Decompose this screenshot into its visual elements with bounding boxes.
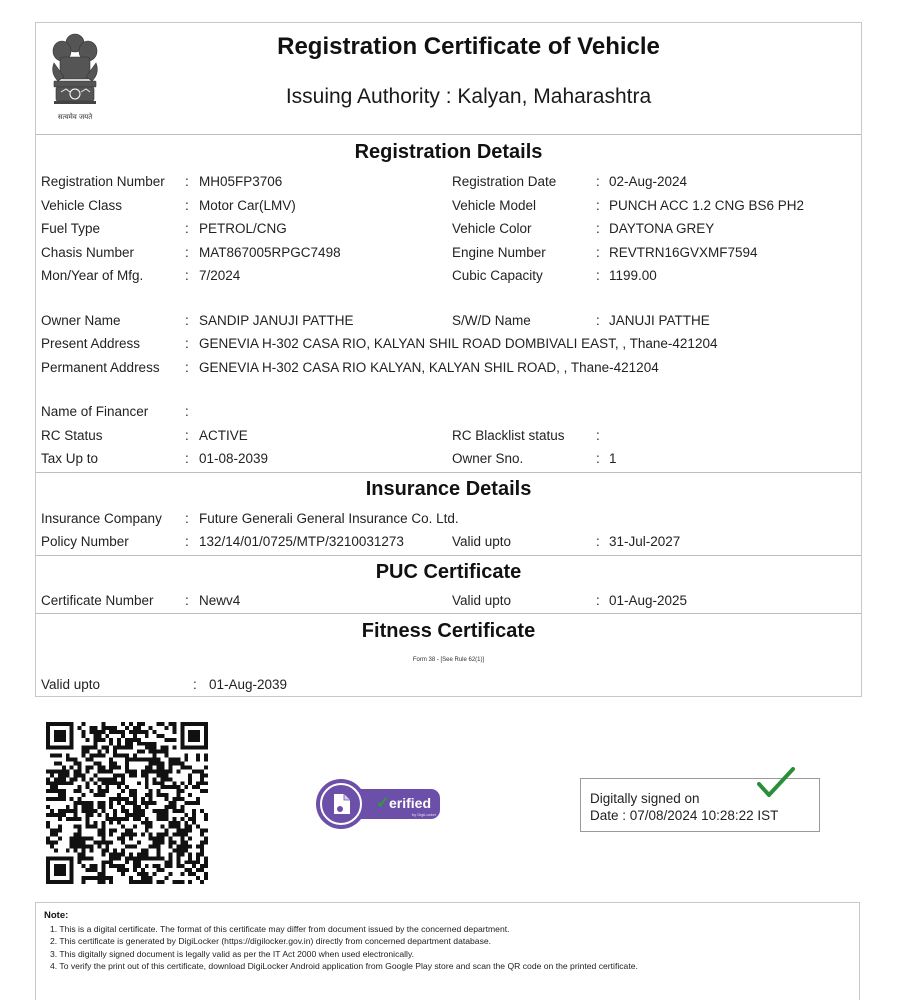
- signature-date: Date : 07/08/2024 10:28:22 IST: [590, 808, 779, 823]
- certificate: [35, 22, 862, 697]
- divider: [36, 472, 861, 473]
- insurance-details-title: Insurance Details: [365, 478, 532, 500]
- colon: :: [596, 198, 600, 213]
- divider: [36, 613, 861, 614]
- colon: :: [193, 677, 197, 692]
- value-registration-number: MH05FP3706: [199, 174, 283, 189]
- value-puc-valid: 01-Aug-2025: [609, 593, 688, 608]
- label-owner-sno: Owner Sno.: [452, 451, 524, 466]
- label-engine-number: Engine Number: [452, 245, 546, 260]
- value-owner-sno: 1: [609, 451, 617, 466]
- label-owner-name: Owner Name: [41, 313, 121, 328]
- value-fitness-valid: 01-Aug-2039: [209, 677, 288, 692]
- label-fitness-valid: Valid upto: [41, 677, 101, 692]
- verified-text: erified: [389, 795, 432, 811]
- label-policy-number: Policy Number: [41, 534, 129, 549]
- colon: :: [185, 174, 189, 189]
- registration-details-title: Registration Details: [354, 141, 543, 163]
- digilocker-verified-badge: [314, 777, 446, 831]
- value-permanent-address: GENEVIA H-302 CASA RIO KALYAN, KALYAN SHIL ROAD, , Thane-421204: [199, 360, 659, 375]
- label-swd-name: S/W/D Name: [452, 313, 531, 328]
- label-present-address: Present Address: [41, 336, 141, 351]
- label-vehicle-color: Vehicle Color: [452, 221, 532, 236]
- note-item: 4. To verify the print out of this certificate, download DigiLocker Android application from Google Play store and scan the QR code on the printed certificate.: [50, 961, 638, 972]
- colon: :: [185, 360, 189, 375]
- label-insurance-valid: Valid upto: [452, 534, 512, 549]
- colon: :: [185, 428, 189, 443]
- value-chasis-number: MAT867005RPGC7498: [199, 245, 341, 260]
- colon: :: [185, 336, 189, 351]
- label-registration-number: Registration Number: [41, 174, 165, 189]
- label-financer: Name of Financer: [41, 404, 149, 419]
- label-mfg-year: Mon/Year of Mfg.: [41, 268, 144, 283]
- note-list: [50, 923, 638, 973]
- value-vehicle-color: DAYTONA GREY: [609, 221, 715, 236]
- certificate-title: Registration Certificate of Vehicle: [277, 33, 660, 60]
- colon: :: [596, 593, 600, 608]
- value-puc-cert-number: Newv4: [199, 593, 241, 608]
- colon: :: [596, 313, 600, 328]
- label-fuel-type: Fuel Type: [41, 221, 101, 236]
- label-puc-cert-number: Certificate Number: [41, 593, 154, 608]
- colon: :: [185, 511, 189, 526]
- certificate-header: [36, 23, 861, 135]
- fitness-certificate-title: Fitness Certificate: [361, 620, 536, 642]
- colon: :: [185, 221, 189, 236]
- colon: :: [596, 268, 600, 283]
- label-rc-blacklist: RC Blacklist status: [452, 428, 565, 443]
- signature-line-1: Digitally signed on: [590, 791, 700, 806]
- value-registration-date: 02-Aug-2024: [609, 174, 688, 189]
- label-vehicle-model: Vehicle Model: [452, 198, 537, 213]
- value-swd-name: JANUJI PATTHE: [609, 313, 710, 328]
- value-insurance-valid: 31-Jul-2027: [609, 534, 681, 549]
- colon: :: [185, 534, 189, 549]
- colon: :: [185, 245, 189, 260]
- form-note: Form 38 - [See Rule 62(1)]: [412, 657, 485, 663]
- colon: :: [596, 451, 600, 466]
- colon: :: [596, 174, 600, 189]
- colon: :: [185, 451, 189, 466]
- label-insurance-company: Insurance Company: [41, 511, 162, 526]
- label-cubic-capacity: Cubic Capacity: [452, 268, 543, 283]
- value-mfg-year: 7/2024: [199, 268, 241, 283]
- label-puc-valid: Valid upto: [452, 593, 512, 608]
- note-box: [35, 902, 860, 1000]
- verified-check-icon: ✓: [376, 795, 390, 812]
- colon: :: [596, 428, 600, 443]
- label-vehicle-class: Vehicle Class: [41, 198, 123, 213]
- emblem-motto: सत्यमेव जयते: [57, 113, 93, 121]
- issuing-authority: Issuing Authority : Kalyan, Maharashtra: [285, 85, 652, 108]
- value-present-address: GENEVIA H-302 CASA RIO, KALYAN SHIL ROAD DOMBIVALI EAST, , Thane-421204: [199, 336, 718, 351]
- label-registration-date: Registration Date: [452, 174, 557, 189]
- puc-certificate-title: PUC Certificate: [375, 561, 522, 583]
- divider: [36, 555, 861, 556]
- colon: :: [185, 198, 189, 213]
- colon: :: [185, 313, 189, 328]
- value-tax-upto: 01-08-2039: [199, 451, 269, 466]
- label-tax-upto: Tax Up to: [41, 451, 99, 466]
- value-cubic-capacity: 1199.00: [609, 268, 657, 283]
- value-policy-number: 132/14/01/0725/MTP/3210031273: [199, 534, 404, 549]
- value-engine-number: REVTRN16GVXMF7594: [609, 245, 758, 260]
- checkmark-icon: [756, 767, 796, 799]
- qr-code: [46, 722, 208, 884]
- colon: :: [185, 593, 189, 608]
- value-rc-status: ACTIVE: [199, 428, 248, 443]
- colon: :: [185, 404, 189, 419]
- label-chasis-number: Chasis Number: [41, 245, 135, 260]
- note-item: 1. This is a digital certificate. The format of this certificate may differ from document issued by the concerned department.: [50, 924, 510, 934]
- colon: :: [185, 268, 189, 283]
- label-rc-status: RC Status: [41, 428, 103, 443]
- label-permanent-address: Permanent Address: [41, 360, 160, 375]
- colon: :: [596, 221, 600, 236]
- note-item: 3. This digitally signed document is legally valid as per the IT Act 2000 when used electronically.: [50, 948, 415, 959]
- colon: :: [596, 534, 600, 549]
- colon: :: [596, 245, 600, 260]
- value-vehicle-model: PUNCH ACC 1.2 CNG BS6 PH2: [609, 198, 805, 213]
- value-fuel-type: PETROL/CNG: [199, 221, 287, 236]
- value-vehicle-class: Motor Car(LMV): [199, 198, 296, 213]
- value-owner-name: SANDIP JANUJI PATTHE: [199, 313, 354, 328]
- digital-signature-box: [580, 778, 820, 832]
- note-item: 2. This certificate is generated by DigiLocker (https://digilocker.gov.in) directly from concerned department database.: [50, 936, 492, 947]
- value-insurance-company: Future Generali General Insurance Co. Ltd.: [199, 511, 459, 526]
- verified-sub: by DigiLocker: [412, 812, 437, 817]
- note-heading: Note:: [44, 910, 69, 921]
